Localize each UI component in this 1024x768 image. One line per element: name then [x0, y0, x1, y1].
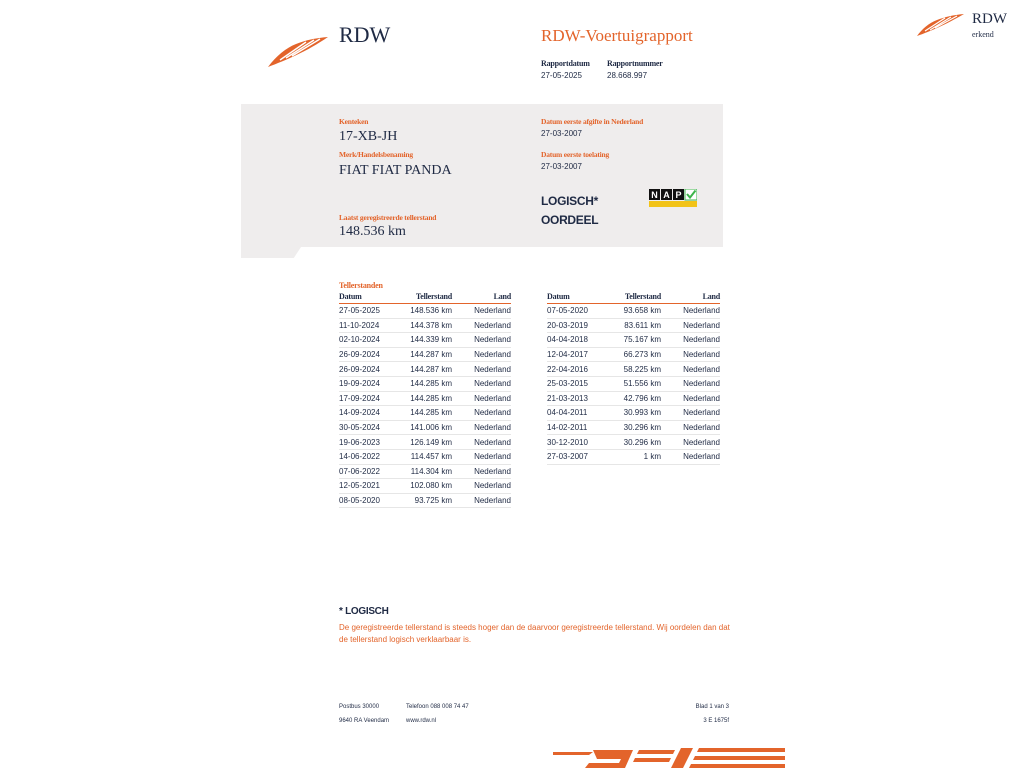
reading-country: Nederland	[452, 464, 511, 479]
col-country-header: Land	[452, 291, 511, 304]
reading-date: 11-10-2024	[339, 318, 407, 333]
report-date-label: Rapportdatum	[541, 59, 590, 68]
reading-date: 19-06-2023	[339, 435, 407, 450]
reading-country: Nederland	[452, 493, 511, 508]
reading-odometer: 1 km	[615, 449, 661, 464]
readings-table-right	[547, 291, 720, 465]
judgement-line2: OORDEEL	[541, 213, 599, 227]
reading-country: Nederland	[661, 333, 720, 348]
reading-odometer: 114.304 km	[407, 464, 452, 479]
table-row	[339, 449, 511, 464]
reading-country: Nederland	[661, 391, 720, 406]
reading-country: Nederland	[661, 347, 720, 362]
reading-country: Nederland	[661, 420, 720, 435]
reading-country: Nederland	[452, 333, 511, 348]
nap-letter-p: P	[675, 190, 682, 200]
report-number: 28.668.997	[607, 71, 648, 80]
first-issue-nl-value: 27-03-2007	[541, 129, 582, 138]
decorative-stripes-icon	[553, 746, 785, 768]
reading-odometer: 141.006 km	[407, 420, 452, 435]
table-row	[547, 420, 720, 435]
reading-odometer: 144.285 km	[407, 391, 452, 406]
reading-date: 27-05-2025	[339, 304, 407, 319]
table-row	[339, 333, 511, 348]
reading-date: 04-04-2011	[547, 406, 615, 421]
reading-odometer: 144.378 km	[407, 318, 452, 333]
table-row	[339, 318, 511, 333]
reading-odometer: 83.611 km	[615, 318, 661, 333]
reading-date: 30-12-2010	[547, 435, 615, 450]
reading-date: 22-04-2016	[547, 362, 615, 377]
reading-country: Nederland	[661, 318, 720, 333]
col-odometer-header: Tellerstand	[615, 291, 661, 304]
reading-odometer: 144.287 km	[407, 362, 452, 377]
reading-date: 21-03-2013	[547, 391, 615, 406]
reading-odometer: 51.556 km	[615, 376, 661, 391]
brand-name: RDW	[339, 22, 391, 47]
table-row	[339, 376, 511, 391]
reading-date: 04-04-2018	[547, 333, 615, 348]
table-row	[547, 449, 720, 464]
table-row	[547, 435, 720, 450]
reading-odometer: 66.273 km	[615, 347, 661, 362]
erkend-brand: RDW	[972, 11, 1007, 27]
table-row	[339, 493, 511, 508]
footnote-title: * LOGISCH	[339, 606, 389, 617]
reading-country: Nederland	[452, 318, 511, 333]
reading-date: 17-09-2024	[339, 391, 407, 406]
reading-date: 26-09-2024	[339, 347, 407, 362]
table-row	[339, 435, 511, 450]
reading-odometer: 102.080 km	[407, 479, 452, 494]
col-country-header: Land	[661, 291, 720, 304]
reading-country: Nederland	[661, 449, 720, 464]
odometer-value: 148.536 km	[339, 224, 406, 239]
reading-odometer: 144.285 km	[407, 406, 452, 421]
report-date: 27-05-2025	[541, 71, 582, 80]
vehicle-summary-panel	[241, 104, 723, 247]
readings-table-left	[339, 291, 511, 508]
reading-odometer: 42.796 km	[615, 391, 661, 406]
footer-website[interactable]: www.rdw.nl	[406, 718, 437, 724]
reading-odometer: 75.167 km	[615, 333, 661, 348]
odometer-label: Laatst geregistreerde tellerstand	[339, 213, 437, 222]
reading-odometer: 114.457 km	[407, 449, 452, 464]
table-row	[547, 376, 720, 391]
reading-date: 26-09-2024	[339, 362, 407, 377]
reading-country: Nederland	[452, 362, 511, 377]
table-row	[339, 420, 511, 435]
table-row	[339, 406, 511, 421]
reading-date: 07-06-2022	[339, 464, 407, 479]
plate-label: Kenteken	[339, 117, 369, 126]
rdw-erkend-wing-icon	[915, 12, 965, 38]
reading-date: 02-10-2024	[339, 333, 407, 348]
report-title: RDW-Voertuigrapport	[541, 26, 693, 45]
judgement	[541, 192, 598, 230]
reading-country: Nederland	[452, 479, 511, 494]
reading-country: Nederland	[452, 420, 511, 435]
nap-check-badge-icon	[649, 189, 697, 208]
readings-title: Tellerstanden	[339, 281, 383, 290]
table-row	[547, 406, 720, 421]
reading-date: 08-05-2020	[339, 493, 407, 508]
reading-country: Nederland	[661, 376, 720, 391]
footer-city: 9640 RA Veendam	[339, 718, 390, 724]
table-row	[547, 362, 720, 377]
reading-odometer: 58.225 km	[615, 362, 661, 377]
make-value: FIAT FIAT PANDA	[339, 163, 452, 178]
table-row	[339, 304, 511, 319]
reading-date: 30-05-2024	[339, 420, 407, 435]
reading-date: 14-09-2024	[339, 406, 407, 421]
nap-letter-n: N	[651, 190, 658, 200]
first-admission-label: Datum eerste toelating	[541, 150, 610, 159]
reading-date: 25-03-2015	[547, 376, 615, 391]
reading-odometer: 126.149 km	[407, 435, 452, 450]
reading-odometer: 144.287 km	[407, 347, 452, 362]
panel-tail-decoration	[241, 247, 301, 258]
col-date-header: Datum	[339, 291, 407, 304]
footer-code: 3 E 1675f	[703, 718, 729, 724]
reading-country: Nederland	[452, 304, 511, 319]
footnote-text: De geregistreerde tellerstand is steeds hoger dan de daarvoor geregistreerde tellerstand. Wij oordelen dan dat de tellerstand logisch verklaarbaar is.	[339, 623, 730, 644]
reading-date: 12-05-2021	[339, 479, 407, 494]
table-row	[339, 362, 511, 377]
table-row	[339, 391, 511, 406]
reading-date: 14-02-2011	[547, 420, 615, 435]
report-number-label: Rapportnummer	[607, 59, 663, 68]
footer-postbox: Postbus 30000	[339, 704, 380, 710]
table-row	[339, 464, 511, 479]
reading-country: Nederland	[661, 362, 720, 377]
footer-phone: Telefoon 088 008 74 47	[406, 704, 469, 710]
col-date-header: Datum	[547, 291, 615, 304]
table-row	[339, 479, 511, 494]
reading-country: Nederland	[452, 435, 511, 450]
reading-date: 12-04-2017	[547, 347, 615, 362]
table-row	[547, 347, 720, 362]
reading-country: Nederland	[452, 391, 511, 406]
reading-date: 27-03-2007	[547, 449, 615, 464]
table-row	[547, 318, 720, 333]
erkend-label: erkend	[972, 30, 994, 39]
table-row	[547, 391, 720, 406]
reading-odometer: 93.725 km	[407, 493, 452, 508]
reading-country: Nederland	[452, 449, 511, 464]
rdw-wing-logo-icon	[266, 34, 330, 70]
reading-country: Nederland	[661, 304, 720, 319]
plate-value: 17-XB-JH	[339, 129, 398, 144]
col-odometer-header: Tellerstand	[407, 291, 452, 304]
reading-odometer: 30.296 km	[615, 435, 661, 450]
first-issue-nl-label: Datum eerste afgifte in Nederland	[541, 117, 644, 126]
reading-date: 19-09-2024	[339, 376, 407, 391]
reading-odometer: 30.993 km	[615, 406, 661, 421]
reading-country: Nederland	[452, 406, 511, 421]
reading-date: 20-03-2019	[547, 318, 615, 333]
nap-letter-a: A	[663, 190, 670, 200]
table-row	[547, 333, 720, 348]
reading-country: Nederland	[661, 406, 720, 421]
make-label: Merk/Handelsbenaming	[339, 150, 413, 159]
reading-date: 14-06-2022	[339, 449, 407, 464]
table-row	[547, 304, 720, 319]
judgement-line1: LOGISCH*	[541, 194, 598, 208]
reading-odometer: 30.296 km	[615, 420, 661, 435]
reading-odometer: 93.658 km	[615, 304, 661, 319]
reading-odometer: 144.339 km	[407, 333, 452, 348]
first-admission-value: 27-03-2007	[541, 162, 582, 171]
reading-country: Nederland	[661, 435, 720, 450]
reading-date: 07-05-2020	[547, 304, 615, 319]
reading-odometer: 148.536 km	[407, 304, 452, 319]
reading-country: Nederland	[452, 376, 511, 391]
footer-page-number: Blad 1 van 3	[695, 704, 729, 710]
reading-country: Nederland	[452, 347, 511, 362]
reading-odometer: 144.285 km	[407, 376, 452, 391]
table-row	[339, 347, 511, 362]
